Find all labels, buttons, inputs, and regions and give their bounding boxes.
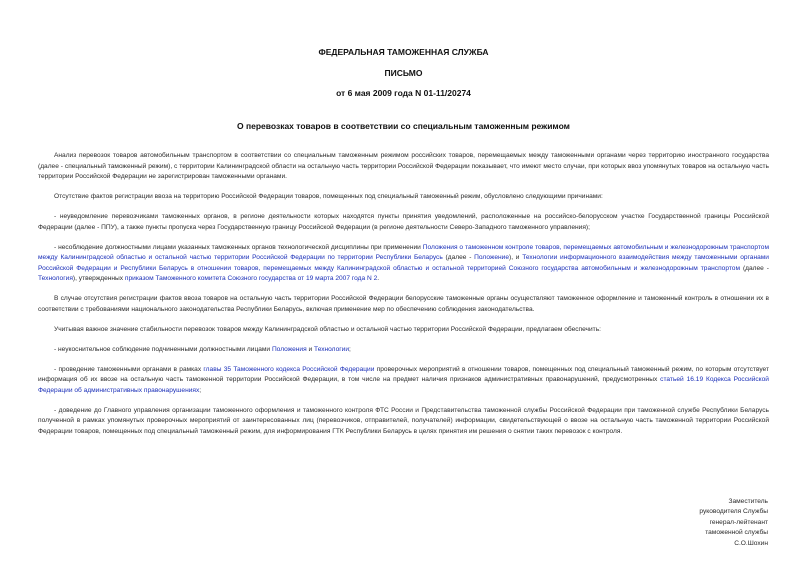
link-technology-information-exchange[interactable]: Технологии информационного взаимодействия между таможенными органами Российской Федерации и Республики Беларусь в отношении товаров, перемещаемых между Калининградской областью и остальной территорией Союзного государства автомобильным и железнодорожным транспортом bbox=[38, 254, 769, 272]
document-title: О перевозках товаров в соответствии со специальным таможенным режимом bbox=[237, 121, 570, 131]
signature-position: Заместитель bbox=[728, 498, 768, 505]
text-segment: ; bbox=[199, 386, 202, 394]
text-segment: (далее - bbox=[739, 264, 769, 272]
paragraph-inspections bbox=[38, 365, 769, 397]
text-segment: и bbox=[306, 345, 315, 353]
link-customs-code-chapter-35[interactable]: главы 35 Таможенного кодекса Российской Федерации bbox=[203, 365, 375, 373]
text-segment: - проведение таможенными органами в рамках bbox=[54, 365, 204, 373]
text-segment: (далее - bbox=[442, 254, 475, 261]
paragraph-belarus-control: В случае отсутствия регистрации фактов ввоза товаров на остальную часть территории Российской Федерации белорусские таможенные органы осуществляют таможенное оформление и таможенный контроль в отношении их в соответствии с требованиями национального законодательства Республики Беларусь, включая применение мер по обеспечению соблюдения законодательства. bbox=[38, 295, 769, 313]
paragraph-non-compliance bbox=[38, 243, 769, 285]
paragraph-non-notification: - неуведомление перевозчиками таможенных органов, в регионе деятельности которых находятся пункты принятия уведомлений, расположенные на российско-белорусском участке Государственной границы Российской Федерации (далее - ППУ), а также пункты пропуска через Государственную границу Российской Федерации (в регионе деятельности Северо-Западного таможенного управления); bbox=[38, 213, 769, 231]
document-type: ПИСЬМО bbox=[384, 68, 423, 78]
signature-rank: генерал-лейтенант bbox=[709, 518, 768, 526]
paragraph-proposal: Учитывая важное значение стабильности перевозок товаров между Калининградской областью и остальной частью территории Российской Федерации, предлагаем обеспечить: bbox=[54, 325, 601, 333]
text-segment: проверочных мероприятий в отношении товаров, помещенных под специальный таможенный режим, по которым отсутствует информация об их ввозе на остальную часть таможенной территории Российской Федерации, в том числе на предмет наличия признаков административных правонарушений, предусмотренных bbox=[38, 365, 770, 383]
link-regulation-customs-control[interactable]: Положения о таможенном контроле товаров, перемещаемых автомобильным и железнодорожным транспортом между Калининградской областью и остальной частью территории Российской Федерации по территории Республики Беларусь bbox=[38, 243, 769, 261]
document-body bbox=[38, 151, 769, 447]
paragraph-reasons: Отсутствие фактов регистрации ввоза на территорию Российской Федерации товаров, помещенных под специальный таможенный режим, обусловлено следующими причинами: bbox=[54, 193, 603, 200]
link-order-union-customs-committee[interactable]: приказом Таможенного комитета Союзного государства от 19 марта 2007 года N 2 bbox=[124, 275, 378, 282]
link-regulation[interactable]: Положения bbox=[271, 345, 307, 353]
text-segment: ), и bbox=[509, 254, 523, 261]
paragraph-reporting: - доведение до Главного управления организации таможенного оформления и таможенного контроля ФТС России и Представительства таможенной службы Российской Федерации при таможенной службе Республики Беларусь полученной в рамках упомянутых проверочных мероприятий от заинтересованных лиц (перевозчиков, отправителей, получателей) информации, свидетельствующей о ввозе на остальную часть таможенной территории Российской Федерации товаров, помещенных под специальный таможенный режим, для информирования ГТК Республики Беларусь в целях принятия им решения о снятии таких перевозок с контроля. bbox=[38, 406, 769, 435]
signatory-name: С.О.Шохин bbox=[734, 539, 768, 547]
signature-position: руководителя Службы bbox=[699, 508, 768, 516]
text-segment: - неукоснительное соблюдение подчиненными должностными лицами bbox=[54, 345, 272, 353]
link-technology[interactable]: Технологии bbox=[314, 345, 350, 353]
text-segment: . bbox=[377, 275, 380, 282]
text-segment: ), утвержденных bbox=[72, 275, 125, 282]
signature-block bbox=[699, 497, 768, 549]
text-segment: ; bbox=[349, 345, 351, 353]
link-administrative-code-article-16-19[interactable]: статьей 16.19 Кодекса Российской Федерации об административных правонарушениях bbox=[38, 376, 769, 394]
link-technology[interactable]: Технология bbox=[38, 275, 73, 282]
paragraph-strict-compliance bbox=[38, 345, 769, 356]
agency-name: ФЕДЕРАЛЬНАЯ ТАМОЖЕННАЯ СЛУЖБА bbox=[318, 47, 489, 57]
text-segment: - несоблюдение должностными лицами указанных таможенных органов технологической дисциплины при применении bbox=[54, 243, 423, 251]
signature-rank: таможенной службы bbox=[705, 529, 768, 537]
document-date-number: от 6 мая 2009 года N 01-11/20274 bbox=[336, 88, 471, 98]
paragraph-analysis: Анализ перевозок товаров автомобильным транспортом в соответствии со специальным таможенным режимом российских товаров, перемещаемых между таможенными органами через территорию иностранного государства (далее - специальный таможенный режим), с территории Калининградской области на остальную часть территории Российской Федерации показывает, что имеют место случаи, при которых ввоз упомянутых товаров на остальную часть территории Российской Федерации не зарегистрирован таможенными органами. bbox=[38, 152, 769, 180]
link-regulation[interactable]: Положение bbox=[474, 254, 510, 261]
